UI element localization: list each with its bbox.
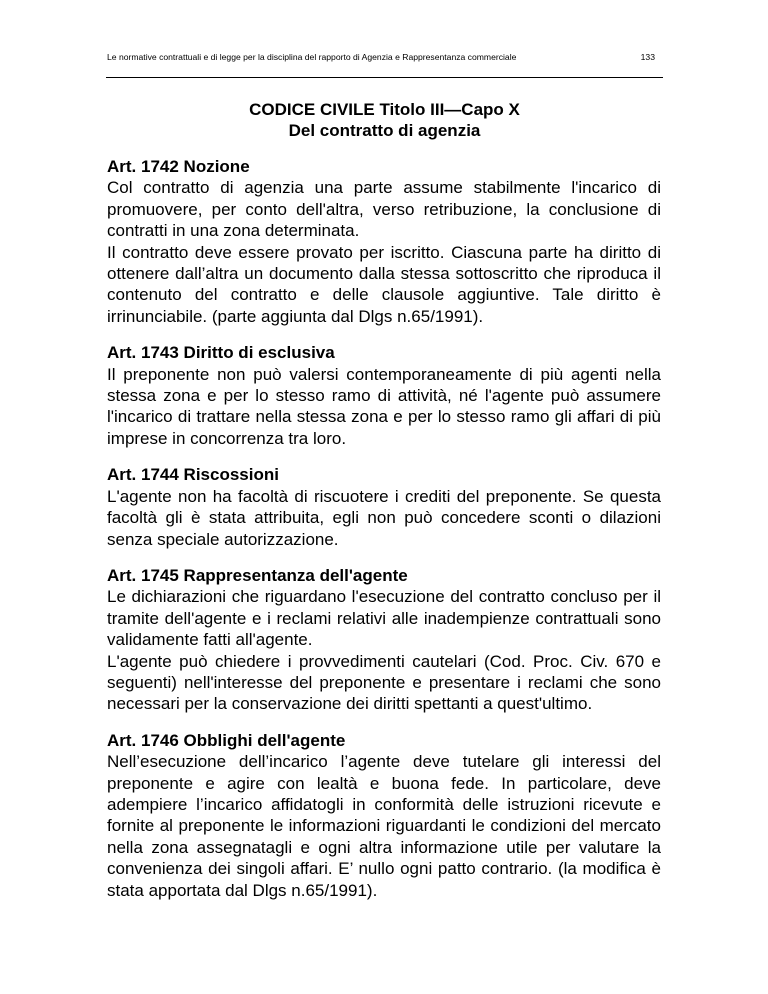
document-body <box>107 156 661 916</box>
running-title: Le normative contrattuali e di legge per la disciplina del rapporto di Agenzia e Rappresentanza commerciale <box>107 52 517 62</box>
article-1746 <box>107 730 661 901</box>
article-paragraph: L'agente può chiedere i provvedimenti cautelari (Cod. Proc. Civ. 670 e seguenti) nell'interesse del preponente e presentare i reclami che sono necessari per la conservazione dei diritti spettanti a quest'ultimo. <box>107 651 661 714</box>
article-paragraph: Col contratto di agenzia una parte assume stabilmente l'incarico di promuovere, per conto dell'altra, verso retribuzione, la conclusione di contratti in una zona determinata. <box>107 178 661 241</box>
article-1744 <box>107 464 661 550</box>
article-heading: Art. 1743 Diritto di esclusiva <box>107 343 335 363</box>
chapter-title <box>106 99 663 141</box>
article-heading: Art. 1742 Nozione <box>107 157 250 176</box>
article-paragraph: Nell’esecuzione dell’incarico l’agente deve tutelare gli interessi del preponente e agire con lealtà e buona fede. In particolare, deve adempiere l’incarico affidatogli in conformità delle istruzioni ricevute e fornite al preponente le informazioni riguardanti le condizioni del mercato nella zona assegnatagli e ogni altra informazione utile per valutare la convenienza dei singoli affari. E’ nullo ogni patto contrario. (la modifica è stata apportata dal Dlgs n.65/1991). <box>107 752 661 900</box>
article-paragraph: Il contratto deve essere provato per iscritto. Ciascuna parte ha diritto di ottenere dall’altra un documento dalla stessa sottoscritto che riproduca il contenuto del contratto e delle clausole aggiuntive. Tale diritto è irrinunciabile. (parte aggiunta dal Dlgs n.65/1991). <box>107 242 661 326</box>
article-heading: Art. 1746 Obblighi dell'agente <box>107 730 346 750</box>
page-number: 133 <box>640 52 655 62</box>
article-paragraph: Il preponente non può valersi contemporaneamente di più agenti nella stessa zona e per lo stesso ramo di attività, né l'agente può assumere l'incarico di trattare nella stessa zona e per lo stesso ramo gli affari di più imprese in concorrenza tra loro. <box>107 364 661 448</box>
chapter-title-line-2: Del contratto di agenzia <box>288 121 481 140</box>
header-rule <box>106 77 663 78</box>
article-1742 <box>107 156 661 327</box>
running-header <box>107 52 663 62</box>
article-1745 <box>107 565 661 715</box>
article-1743 <box>107 342 661 449</box>
chapter-title-line-1: CODICE CIVILE Titolo III—Capo X <box>249 100 520 119</box>
article-paragraph: L'agente non ha facoltà di riscuotere i crediti del preponente. Se questa facoltà gli è stata attribuita, egli non può concedere sconti o dilazioni senza speciale autorizzazione. <box>107 486 661 549</box>
article-heading: Art. 1745 Rappresentanza dell'agente <box>107 565 408 585</box>
article-heading: Art. 1744 Riscossioni <box>107 465 279 485</box>
article-paragraph: Le dichiarazioni che riguardano l'esecuzione del contratto concluso per il tramite dell'agente e i reclami relativi alle inadempienze contrattuali sono validamente fatti all'agente. <box>107 587 661 650</box>
